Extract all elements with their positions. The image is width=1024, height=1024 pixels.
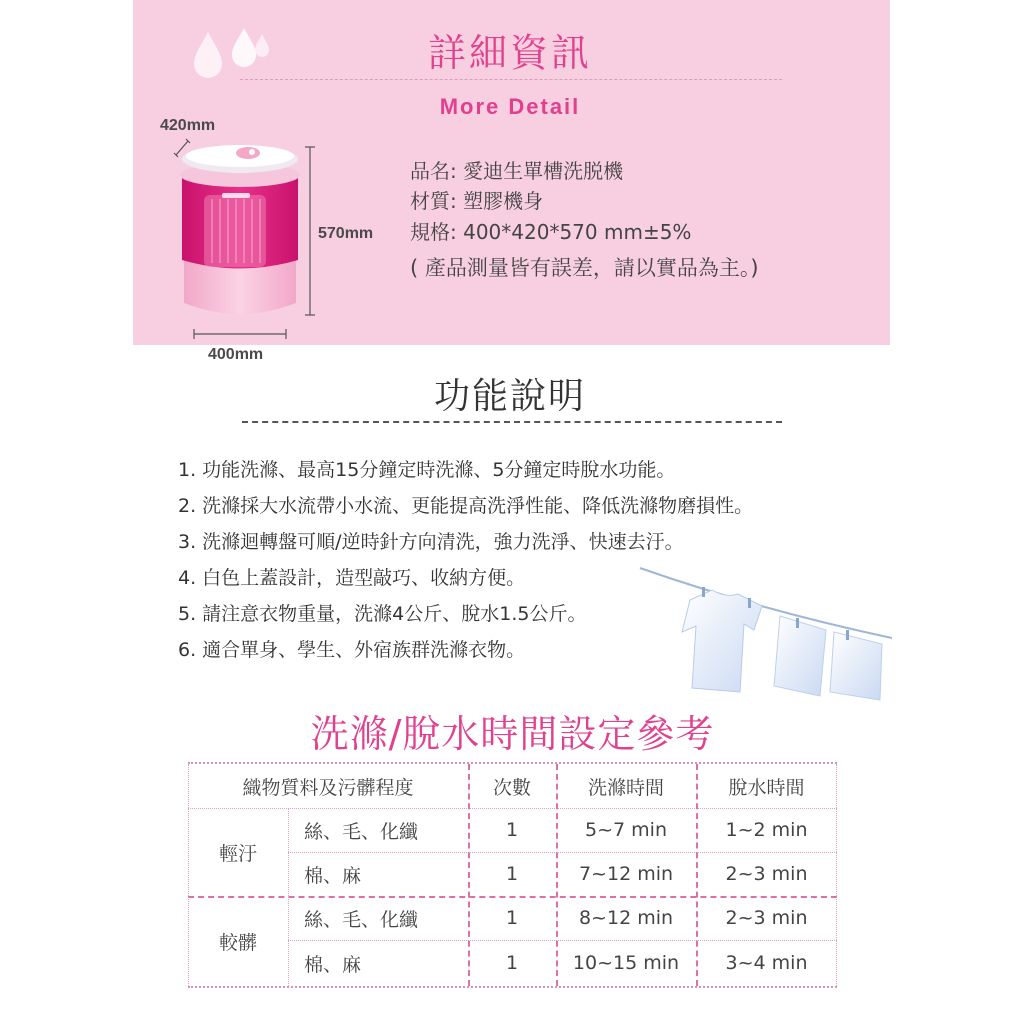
- dimension-height: 570mm: [318, 225, 374, 242]
- spin-time-cell: 2~3 min: [725, 907, 808, 929]
- fabric-cell: 絲、毛、化纖: [304, 908, 419, 931]
- spin-time-cell: 3~4 min: [725, 952, 808, 974]
- spec-size: 規格: 400*420*570 mm±5%: [410, 220, 692, 244]
- spec-name: 品名: 愛迪生單槽洗脱機: [410, 159, 624, 183]
- table-header: 次數: [492, 776, 531, 799]
- table-column-rule: [556, 764, 558, 986]
- title-divider: [240, 79, 782, 80]
- table-column-rule: [468, 764, 470, 986]
- detail-title: 詳細資訊: [427, 31, 592, 75]
- dimension-depth: 420mm: [160, 117, 216, 134]
- feature-item: 4. 白色上蓋設計，造型敲巧、收納方便。: [178, 567, 526, 589]
- fabric-cell: 絲、毛、化纖: [304, 820, 419, 843]
- dimension-width: 400mm: [208, 346, 264, 363]
- washing-machine-image: [160, 135, 320, 345]
- spec-material: 材質: 塑膠機身: [410, 189, 544, 213]
- detail-subtitle: More Detail: [439, 94, 581, 119]
- time-table: [188, 762, 837, 988]
- features-title: 功能說明: [433, 376, 586, 417]
- table-column-rule: [696, 764, 698, 986]
- table-rule: [288, 940, 837, 941]
- count-cell: 1: [505, 907, 519, 929]
- fabric-cell: 棉、麻: [304, 864, 362, 887]
- time-table-title: 洗滌/脫水時間設定參考: [310, 712, 715, 756]
- table-rule: [288, 852, 837, 853]
- feature-item: 2. 洗滌採大水流帶小水流、更能提高洗淨性能、降低洗滌物磨損性。: [178, 495, 754, 517]
- table-header: 洗滌時間: [587, 776, 664, 799]
- feature-item: 5. 請注意衣物重量，洗滌4公斤、脫水1.5公斤。: [178, 603, 587, 625]
- features-divider: [242, 421, 782, 423]
- table-rule: [836, 764, 837, 986]
- fabric-cell: 棉、麻: [304, 953, 362, 976]
- feature-item: 6. 適合單身、學生、外宿族群洗滌衣物。: [178, 639, 526, 661]
- wash-time-cell: 5~7 min: [585, 819, 667, 841]
- table-header: 織物質料及污髒程度: [242, 776, 414, 799]
- soil-level-cell: 較髒: [218, 931, 257, 954]
- wash-time-cell: 10~15 min: [572, 952, 680, 974]
- wash-time-cell: 8~12 min: [578, 907, 674, 929]
- laundry-clothesline-image: [630, 560, 892, 710]
- table-group-rule: [188, 896, 837, 898]
- table-rule: [288, 808, 289, 986]
- feature-item: 1. 功能洗滌、最高15分鐘定時洗滌、5分鐘定時脫水功能。: [178, 459, 676, 481]
- feature-item: 3. 洗滌迴轉盤可順/逆時針方向清洗，強力洗淨、快速去汙。: [178, 531, 684, 553]
- spec-note: ( 產品測量皆有誤差，請以實品為主。): [410, 256, 759, 280]
- table-rule: [188, 764, 189, 986]
- spin-time-cell: 1~2 min: [725, 819, 808, 841]
- table-header: 脫水時間: [728, 776, 805, 799]
- soil-level-cell: 輕汙: [218, 842, 257, 865]
- count-cell: 1: [505, 819, 519, 841]
- spin-time-cell: 2~3 min: [725, 863, 808, 885]
- count-cell: 1: [505, 863, 519, 885]
- count-cell: 1: [505, 952, 519, 974]
- wash-time-cell: 7~12 min: [578, 863, 674, 885]
- table-rule: [188, 808, 837, 809]
